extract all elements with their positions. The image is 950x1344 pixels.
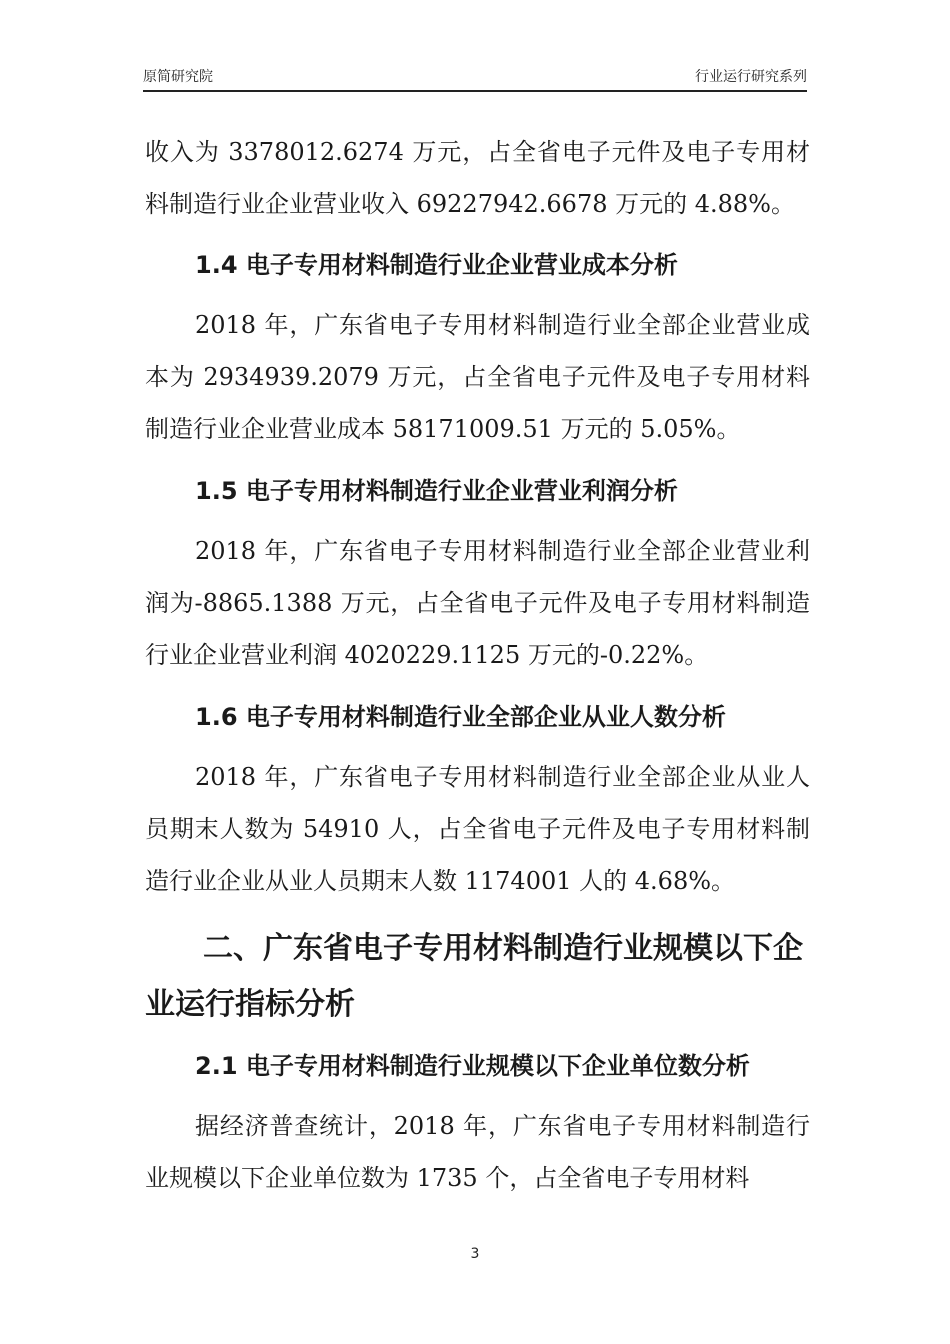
page-number: 3 [470, 1246, 480, 1262]
heading-section-2: 二、广东省电子专用材料制造行业规模以下企业运行指标分析 [145, 931, 803, 1022]
paragraph-profit: 2018 年，广东省电子专用材料制造行业全部企业营业利润为-8865.1388 万元，占全省电子元件及电子专用材料制造行业企业营业利润 4020229.1125 万元的-0.22%。 [145, 537, 810, 669]
paragraph-cost: 2018 年，广东省电子专用材料制造行业全部企业营业成本为 2934939.2079 万元，占全省电子元件及电子专用材料制造行业企业营业成本 58171009.51 万元的 5.05%。 [145, 311, 810, 443]
page-header [143, 64, 807, 92]
header-series-title: 行业运行研究系列 [695, 69, 807, 85]
heading-1-6: 1.6 电子专用材料制造行业全部企业从业人数分析 [195, 703, 726, 731]
header-org-name: 原简研究院 [143, 69, 213, 85]
document-body [145, 126, 810, 1204]
paragraph-unit-count: 据经济普查统计，2018 年，广东省电子专用材料制造行业规模以下企业单位数为 1735 个，占全省电子专用材料 [145, 1112, 810, 1192]
paragraph-employees: 2018 年，广东省电子专用材料制造行业全部企业从业人员期末人数为 54910 人，占全省电子元件及电子专用材料制造行业企业从业人员期末人数 1174001 人的 4.68%。 [145, 763, 810, 895]
heading-1-4: 1.4 电子专用材料制造行业企业营业成本分析 [195, 251, 678, 279]
heading-2-1: 2.1 电子专用材料制造行业规模以下企业单位数分析 [195, 1052, 750, 1080]
paragraph-revenue: 收入为 3378012.6274 万元，占全省电子元件及电子专用材料制造行业企业营业收入 69227942.6678 万元的 4.88%。 [145, 138, 810, 218]
heading-1-5: 1.5 电子专用材料制造行业企业营业利润分析 [195, 477, 678, 505]
